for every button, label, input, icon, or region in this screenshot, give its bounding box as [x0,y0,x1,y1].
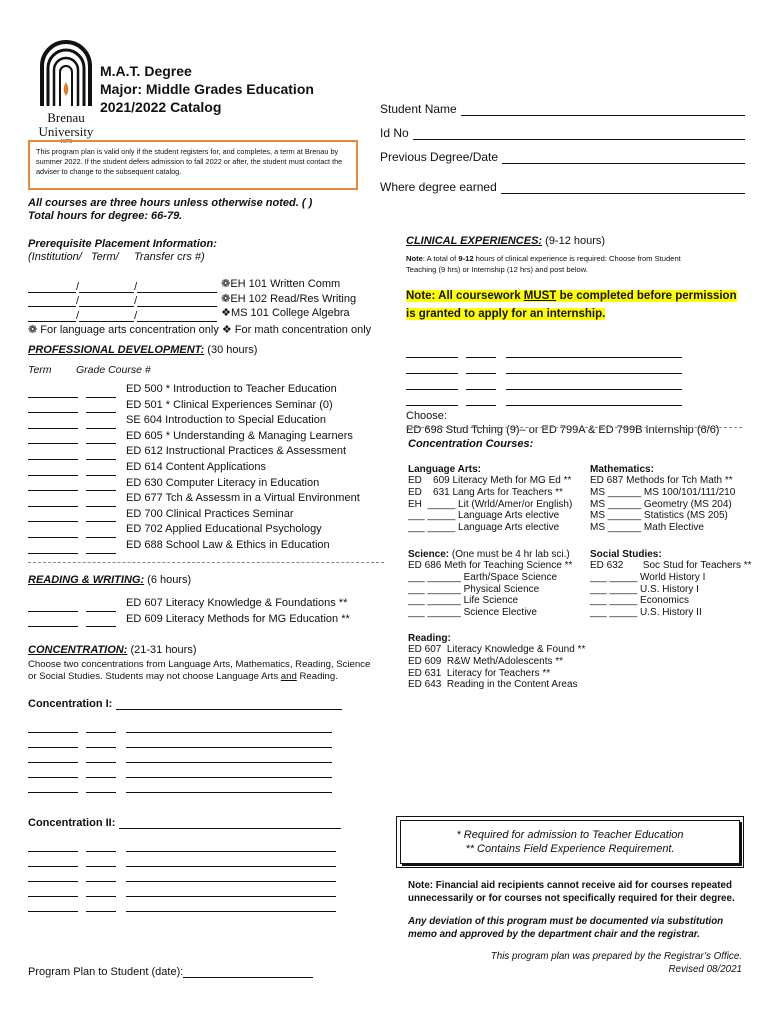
course-row [28,444,388,460]
social-studies-block [590,549,762,619]
term-field[interactable] [28,766,78,778]
title-major: Major: Middle Grades Education [100,81,314,97]
concentration-desc: Choose two concentrations from Language Arts, Mathematics, Reading, Science [28,659,371,670]
course-title: ED 702 Applied Educational Psychology [126,523,322,536]
clinical-note: : A total of [422,254,459,263]
course-title: ED 688 School Law & Ethics in Education [126,539,330,552]
concentration-one [28,696,358,793]
grade-field[interactable] [86,870,116,882]
student-name-field[interactable] [461,105,745,116]
footer [400,951,742,976]
divider [406,427,742,428]
course-title: SE 604 Introduction to Special Education [126,414,326,427]
prof-dev-hours: (30 hours) [204,344,258,356]
reading-writing-hours: (6 hours) [144,574,192,586]
clinical-row [406,390,750,406]
course-line: ED 631 Literacy for Teachers ** [408,667,551,679]
concentration-two-field[interactable] [119,818,341,829]
financial-aid-line: unnecessarily or for courses not specifically required for their degree. [408,892,735,904]
clinical-row [406,374,750,390]
course-line: ED 631 Lang Arts for Teachers ** [408,486,563,498]
concentration-heading: CONCENTRATION: [28,644,128,656]
course-field[interactable] [126,885,336,897]
term-field[interactable] [28,855,78,867]
grade-field[interactable] [86,600,116,612]
term-field[interactable] [28,479,78,491]
science-heading: Science: [408,549,450,560]
course-row [28,596,388,612]
grade-field[interactable] [86,736,116,748]
student-info-fields [380,94,745,194]
total-hours-note: Total hours for degree: 66-79. [28,210,183,222]
term-field[interactable] [28,870,78,882]
page-title [100,62,314,116]
catalog-notice-box [28,140,358,190]
clinical-row [406,358,750,374]
catalog-notice: This program plan is valid only if the student registers for, and completes, a term at Brenau by summer 2022. If the student defers admission to fall 2022 or after, the student must contact the adviser to change to the subsequent catalog. [36,147,343,176]
id-no-row [380,116,745,140]
grade-course-column: Grade Course # [76,364,151,376]
term-field[interactable] [406,362,458,374]
prepared-by: This program plan was prepared by the Registrar’s Office. [490,951,742,962]
term-field[interactable] [28,432,78,444]
grade-field[interactable] [86,479,116,491]
course-title: ED 607 Literacy Knowledge & Foundations ** [126,597,348,610]
prereq-legend: ❁ For language arts concentration only ❖ For math concentration only [28,323,372,336]
deviation-note [408,916,723,941]
clinical-heading: CLINICAL EXPERIENCES: [406,235,543,247]
grade-field[interactable] [466,394,496,406]
course-title: ED 677 Tch & Assessm in a Virtual Environment [126,492,360,505]
course-title: ED 614 Content Applications [126,461,267,474]
course-row [28,778,358,793]
course-title: ED 630 Computer Literacy in Education [126,476,320,489]
course-field[interactable] [126,766,332,778]
grade-field[interactable] [86,464,116,476]
term-field[interactable] [28,495,78,507]
where-earned-field[interactable] [501,183,745,194]
course-row [28,382,388,398]
course-field[interactable] [126,781,332,793]
term-field[interactable] [28,542,78,554]
reading-writing-heading: READING & WRITING: [28,574,145,586]
clinical-note-label: Note [406,254,423,263]
grade-field[interactable] [86,840,116,852]
prereq-row: / / ❁EH 102 Read/Res Writing [28,293,388,308]
concentration-section [28,644,390,683]
institution-field[interactable] [28,296,76,307]
course-line: ___ ______ Science Elective [408,607,537,619]
term-field[interactable] [28,448,78,460]
prof-dev-heading: PROFESSIONAL DEVELOPMENT: [28,344,205,356]
course-title: ED 501 * Clinical Experiences Seminar (0) [126,398,333,411]
three-hours-note: All courses are three hours unless otherwise noted. ( ) [28,197,313,209]
prereq-row: / / ❁EH 101 Written Comm [28,278,388,293]
grade-field[interactable] [466,362,496,374]
term-field[interactable] [28,464,78,476]
course-field[interactable] [126,900,336,912]
math-block [590,464,760,534]
course-row [28,612,388,628]
grade-field[interactable] [86,510,116,522]
grade-field[interactable] [466,346,496,358]
clinical-note: Teaching (9 hrs) or Internship (12 hrs) and post below. [406,265,588,274]
course-line: ED 609 R&W Meth/Adolescents ** [408,655,564,667]
prereq-columns: (Institution/ Term/ Transfer crs #) [28,251,205,263]
course-line: MS ______ MS 100/101/111/210 [590,486,736,498]
grade-field[interactable] [86,766,116,778]
prof-dev-section [28,344,388,554]
concentration-desc: or Social Studies. Students may not choose Language Arts [28,671,281,682]
course-row [28,867,358,882]
course-field[interactable] [506,362,682,374]
term-field[interactable] [28,751,78,763]
where-earned-label: Where degree earned [380,180,497,194]
previous-degree-label: Previous Degree/Date [380,150,499,164]
course-row [28,507,388,523]
course-row [28,429,388,445]
clinical-note: hours of clinical experience is required: Choose from Student [473,254,681,263]
legend-box [396,816,744,868]
internship-warning: be completed before permission [556,290,737,302]
term-field[interactable] [79,311,134,322]
course-row [28,522,388,538]
arch-logo-icon [34,38,98,108]
grade-field[interactable] [86,495,116,507]
id-no-field[interactable] [413,129,745,140]
prereq-course: ❖MS 101 College Algebra [221,307,350,319]
course-line: ED 686 Meth for Teaching Science ** [408,560,573,571]
logo-text: Brenau University [38,110,94,139]
id-no-label: Id No [380,126,409,140]
term-field[interactable] [28,386,78,398]
course-line: ED 643 Reading in the Content Areas [408,679,578,691]
course-line: ___ _____ U.S. History I [590,583,699,595]
term-field[interactable] [79,282,134,293]
grade-field[interactable] [86,401,116,413]
grade-field[interactable] [86,751,116,763]
concentration-two-label: Concentration II: [28,817,116,829]
prereq-row: / / ❖MS 101 College Algebra [28,307,388,322]
conc-courses-heading: Concentration Courses: [408,438,534,450]
concentration-two [28,815,358,912]
university-logo [34,38,98,145]
concentration-desc: Reading. [296,671,338,682]
course-line: ED 609 Literacy Meth for MG Ed ** [408,475,572,486]
general-notes [28,197,312,223]
concentration-hours: (21-31 hours) [127,644,197,656]
term-field[interactable] [28,781,78,793]
clinical-choice: ED 698 Stud Tching (9)– or ED 799A & ED 799B Internship (6/6) [406,424,720,436]
course-field[interactable] [126,721,332,733]
grade-field[interactable] [86,417,116,429]
course-field[interactable] [506,346,682,358]
program-plan-date-label: Program Plan to Student (date): [28,966,184,978]
term-field[interactable] [28,615,78,627]
internship-warning: is granted to apply for an internship. [406,308,606,320]
course-row [28,748,358,763]
prereq-heading: Prerequisite Placement Information: [28,238,217,250]
course-row [28,733,358,748]
course-title: ED 605 * Understanding & Managing Learners [126,429,353,442]
prereq-section [28,238,388,338]
lang-arts-heading: Language Arts: [408,464,481,475]
course-title: ED 700 Clinical Practices Seminar [126,507,294,520]
course-row [28,413,388,429]
grade-field[interactable] [86,855,116,867]
term-field[interactable] [28,401,78,413]
course-line: ___ _____ Language Arts elective [408,522,560,534]
student-name-label: Student Name [380,102,457,116]
deviation-line: memo and approved by the department chair and the registrar. [408,928,700,940]
grade-field[interactable] [86,386,116,398]
previous-degree-row [380,140,745,164]
where-earned-row [380,164,745,194]
grade-field[interactable] [86,542,116,554]
clinical-note-hours: 9-12 [458,254,474,263]
grade-field[interactable] [86,721,116,733]
grade-field[interactable] [86,448,116,460]
clinical-hours: (9-12 hours) [542,235,606,247]
deviation-line: Any deviation of this program must be documented via substitution [408,916,724,927]
grade-field[interactable] [86,885,116,897]
course-row [28,476,388,492]
course-line: ___ ______ Physical Science [408,583,540,595]
course-field[interactable] [126,870,336,882]
term-field[interactable] [28,900,78,912]
concentration-one-label: Concentration I: [28,698,113,710]
grade-field[interactable] [86,615,116,627]
course-line: ___ _____ World History I [590,571,706,583]
course-row [28,837,358,852]
course-line: ___ _____ Economics [590,595,689,607]
transfer-field[interactable] [137,311,217,322]
financial-aid-line: Note: Financial aid recipients cannot receive aid for courses repeated [408,880,732,891]
course-row [28,882,358,897]
science-block [408,549,588,619]
term-field[interactable] [28,736,78,748]
course-line: MS ______ Math Elective [590,522,704,534]
institution-field[interactable] [28,282,76,293]
lang-arts-block [408,464,588,534]
divider [28,562,384,563]
grade-field[interactable] [86,432,116,444]
course-title: ED 500 * Introduction to Teacher Education [126,383,337,396]
financial-aid-note [408,880,735,905]
course-line: ___ ______ Life Science [408,595,519,607]
clinical-row [406,342,750,358]
concentration-desc-emphasis: and [280,671,297,682]
course-line: ED 632 Soc Stud for Teachers ** [590,560,752,571]
course-line: MS ______ Statistics (MS 205) [590,510,728,522]
prereq-course: ❁EH 101 Written Comm [221,278,341,290]
course-row [28,718,358,733]
course-field[interactable] [126,840,336,852]
course-row [28,398,388,414]
program-plan-date-field[interactable] [183,967,313,978]
term-field[interactable] [28,600,78,612]
reading-writing-section [28,574,388,627]
course-line: ___ _____ U.S. History II [590,607,702,619]
logo-year: 1878 [60,139,72,145]
term-field[interactable] [28,885,78,897]
course-field[interactable] [126,855,336,867]
course-title: ED 612 Instructional Practices & Assessment [126,445,347,458]
term-field[interactable] [28,417,78,429]
reading-heading: Reading: [408,633,451,644]
social-studies-heading: Social Studies: [590,549,662,560]
title-catalog: 2021/2022 Catalog [100,99,222,115]
math-heading: Mathematics: [590,464,654,475]
course-field[interactable] [126,751,332,763]
internship-warning-must: MUST [523,290,557,302]
previous-degree-field[interactable] [502,153,745,164]
term-field[interactable] [406,394,458,406]
course-title: ED 609 Literacy Methods for MG Education ** [126,612,350,625]
course-row [28,538,388,554]
course-field[interactable] [506,378,682,390]
course-row [28,763,358,778]
course-line: ED 607 Literacy Knowledge & Found ** [408,644,586,655]
course-line: ED 687 Methods for Tch Math ** [590,475,733,486]
prof-dev-courses [28,382,388,554]
clinical-section [406,235,750,437]
transfer-field[interactable] [137,282,217,293]
term-field[interactable] [406,378,458,390]
term-field[interactable] [28,510,78,522]
course-line: ___ _____ Language Arts elective [408,510,560,522]
course-row [28,460,388,476]
revised-date: Revised 08/2021 [668,963,742,975]
title-degree: M.A.T. Degree [100,63,192,79]
term-column: Term [28,364,52,376]
course-line: EH _____ Lit (Wrld/Amer/or English) [408,498,573,510]
legend-required: * Required for admission to Teacher Education [456,829,684,841]
course-field[interactable] [506,394,682,406]
reading-block [408,633,608,691]
course-line: ___ ______ Earth/Space Science [408,571,557,583]
internship-warning: Note: All coursework [406,290,524,302]
program-plan-date-row [28,964,313,978]
choose-label: Choose: [406,410,447,422]
course-row [28,897,358,912]
grade-field[interactable] [86,900,116,912]
transfer-field[interactable] [137,296,217,307]
term-field[interactable] [79,296,134,307]
course-field[interactable] [126,736,332,748]
course-row [28,852,358,867]
science-note: (One must be 4 hr lab sci.) [449,549,570,560]
term-field[interactable] [28,840,78,852]
concentration-one-field[interactable] [116,699,342,710]
term-field[interactable] [28,526,78,538]
legend-field-experience: ** Contains Field Experience Requirement. [465,843,675,855]
institution-field[interactable] [28,311,76,322]
grade-field[interactable] [86,526,116,538]
term-field[interactable] [28,721,78,733]
grade-field[interactable] [86,781,116,793]
prereq-course: ❁EH 102 Read/Res Writing [221,292,357,305]
course-row [28,491,388,507]
student-name-row [380,94,745,116]
course-line: MS ______ Geometry (MS 204) [590,498,732,510]
term-field[interactable] [406,346,458,358]
grade-field[interactable] [466,378,496,390]
